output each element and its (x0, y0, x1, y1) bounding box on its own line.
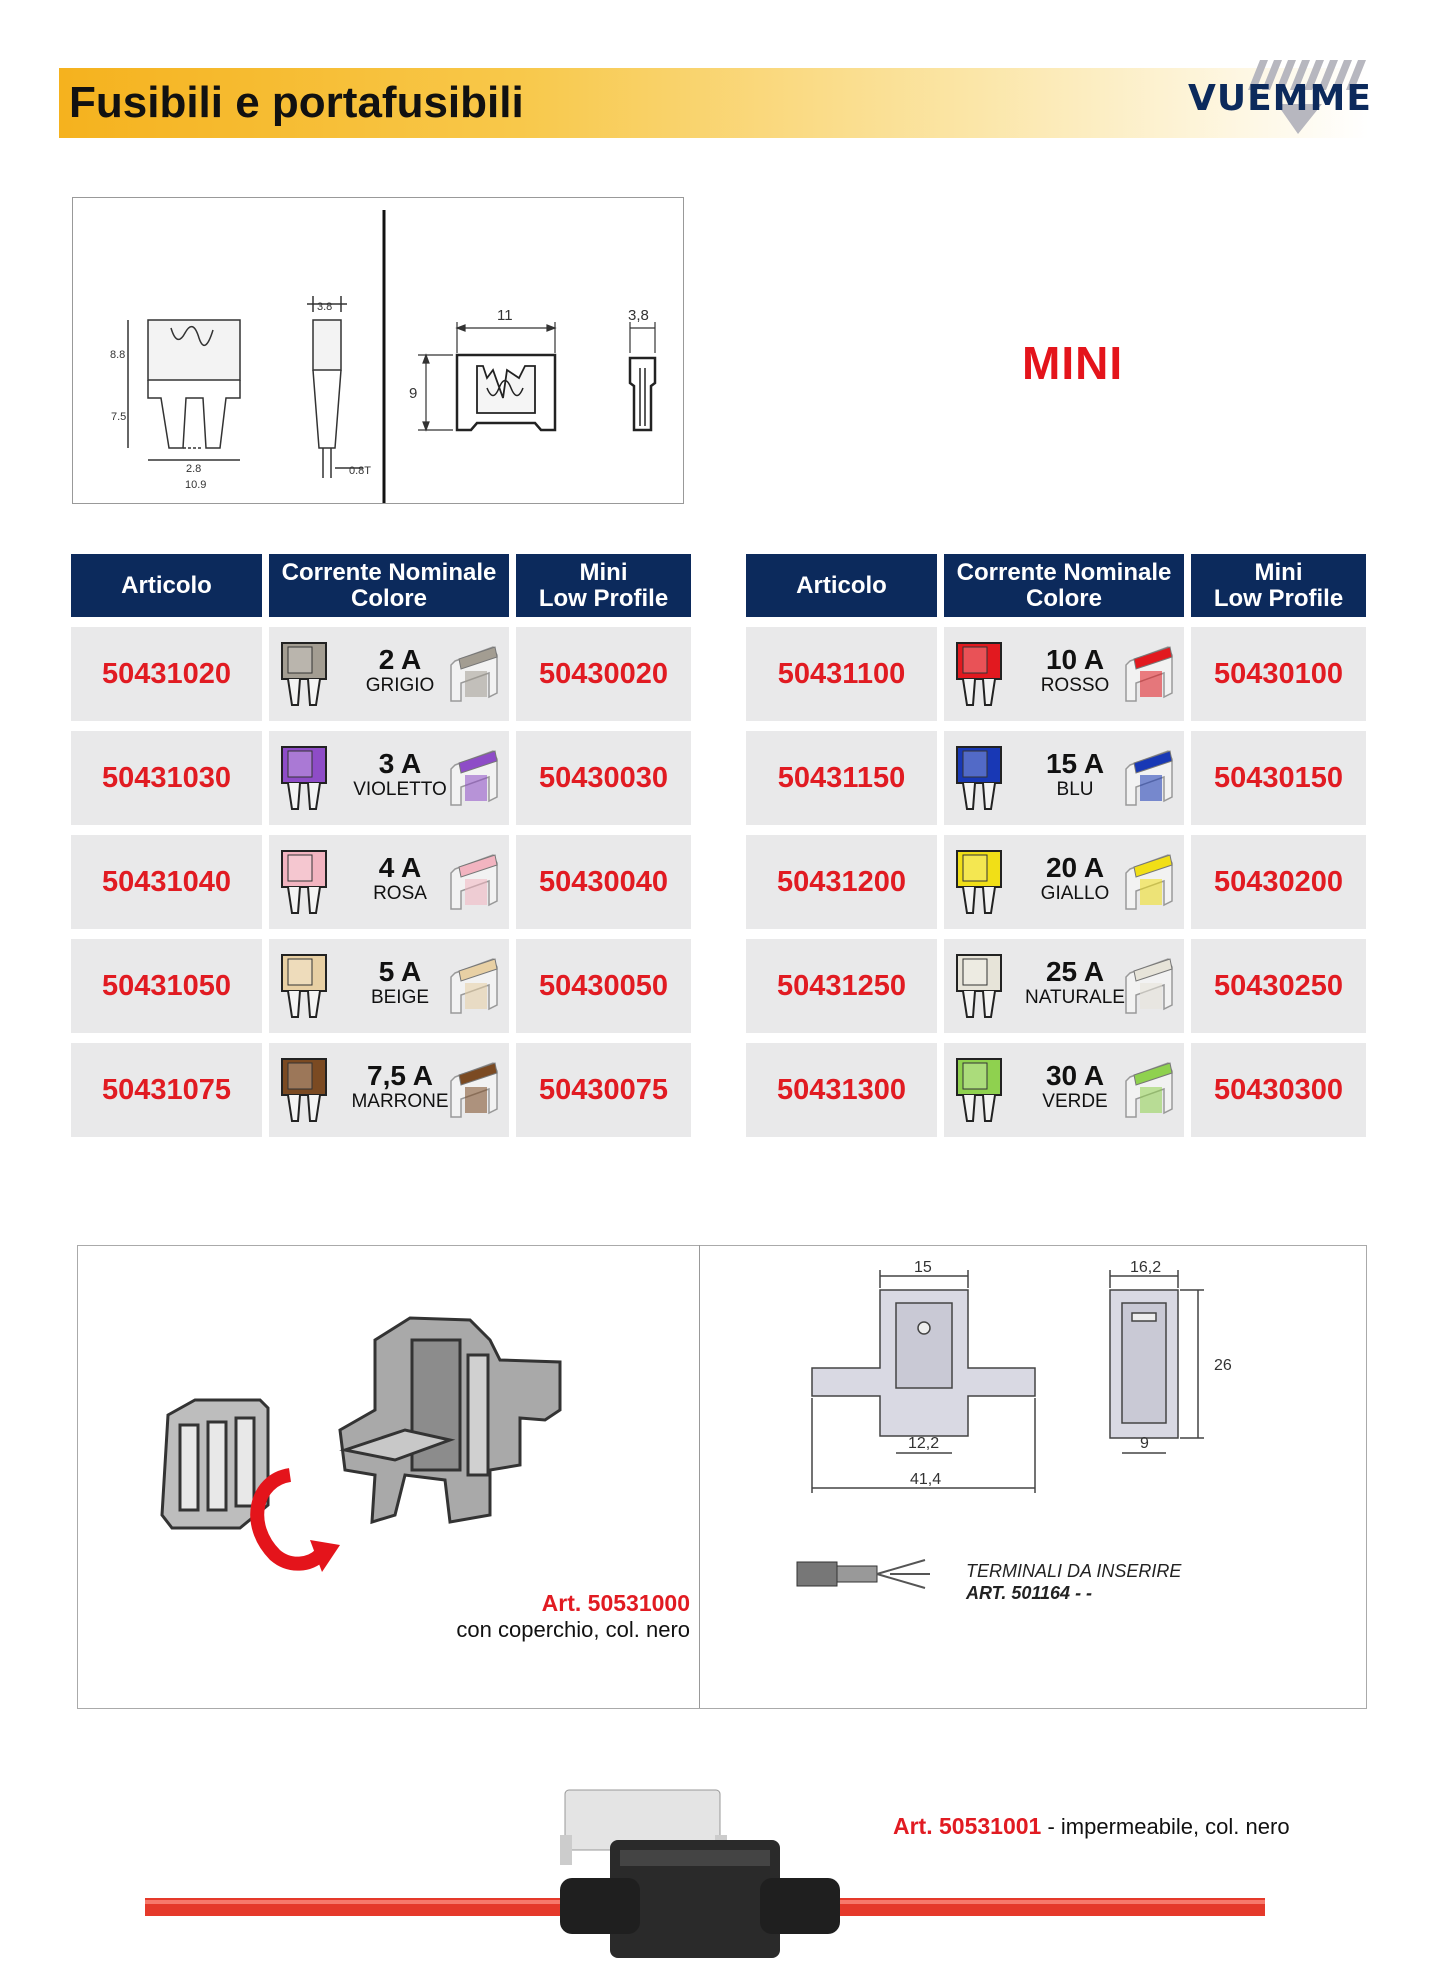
terminal-line2: ART. 501164 - - (966, 1583, 1093, 1603)
cell-corrente-colore (944, 835, 1184, 929)
holder-caption (430, 1590, 690, 1643)
cell-corrente-colore (269, 939, 509, 1033)
low-profile-code: 50430050 (538, 969, 669, 1002)
dim-label: 41,4 (910, 1471, 942, 1488)
holder-dimension-drawing (800, 1248, 1240, 1508)
low-profile-code: 50430100 (1213, 657, 1344, 690)
cell-articolo (71, 939, 262, 1033)
terminal-line1: TERMINALI DA INSERIRE (966, 1561, 1182, 1581)
color-name: ROSSO (1040, 675, 1110, 696)
header-corrente-line1: Corrente Nominale (281, 558, 497, 586)
dim-label: 10.9 (185, 479, 207, 491)
cell-articolo (746, 1043, 937, 1137)
low-profile-code: 50430040 (538, 865, 669, 898)
mini-fuse-icon (953, 743, 1005, 815)
color-name: GIALLO (1040, 883, 1110, 904)
low-profile-code: 50430150 (1213, 761, 1344, 794)
color-name: ROSA (373, 883, 427, 904)
cell-corrente-colore (944, 627, 1184, 721)
articolo-code: 50431030 (101, 761, 232, 794)
inline-art-desc: - impermeabile, col. nero (1041, 1814, 1290, 1839)
cell-articolo (746, 939, 937, 1033)
dim-label: 9 (1140, 1435, 1149, 1452)
articolo-code: 50431075 (101, 1073, 232, 1106)
header-mini-low-profile (1191, 554, 1366, 617)
cell-low-profile (516, 1043, 691, 1137)
ampere-value: 4 A (378, 852, 422, 883)
articolo-code: 50431050 (101, 969, 232, 1002)
mini-fuse-icon (953, 847, 1005, 919)
dim-label: 12,2 (908, 1435, 940, 1452)
rating-label (345, 853, 455, 905)
dim-label: 0.8T (349, 465, 372, 477)
mini-fuse-icon (278, 1055, 330, 1127)
terminal-illustration (795, 1552, 935, 1596)
rating-label (345, 957, 455, 1009)
ampere-value: 15 A (1045, 748, 1105, 779)
articolo-code: 50431100 (777, 657, 906, 690)
cell-corrente-colore (269, 1043, 509, 1137)
cell-articolo (746, 835, 937, 929)
header-corrente-line1: Corrente Nominale (956, 558, 1172, 586)
mini-fuse-icon (953, 639, 1005, 711)
low-profile-code: 50430250 (1213, 969, 1344, 1002)
ampere-value: 25 A (1045, 956, 1105, 987)
holder-art-desc: con coperchio, col. nero (456, 1617, 690, 1642)
cell-low-profile (1191, 1043, 1366, 1137)
header-mini-line1: Mini (579, 558, 628, 586)
low-profile-code: 50430075 (538, 1073, 669, 1106)
low-profile-code: 50430200 (1213, 865, 1344, 898)
color-name: MARRONE (351, 1091, 449, 1112)
cell-corrente-colore (944, 1043, 1184, 1137)
color-name: VERDE (1042, 1091, 1108, 1112)
cell-articolo (746, 731, 937, 825)
inline-holder-caption (893, 1813, 1290, 1840)
ampere-value: 5 A (378, 956, 422, 987)
color-name: BEIGE (370, 987, 430, 1008)
cell-low-profile (1191, 731, 1366, 825)
header-mini-line1: Mini (1254, 558, 1303, 586)
cell-articolo (71, 627, 262, 721)
color-name: NATURALE (1025, 987, 1125, 1008)
rating-label (1020, 957, 1130, 1009)
vuemme-logo (1182, 56, 1370, 136)
ampere-value: 30 A (1045, 1060, 1105, 1091)
brand-name: VUEMME (1188, 78, 1372, 119)
articolo-code: 50431040 (101, 865, 232, 898)
cell-articolo (746, 627, 937, 721)
cell-low-profile (516, 835, 691, 929)
low-profile-code: 50430030 (538, 761, 669, 794)
rating-label (1020, 749, 1130, 801)
cell-articolo (71, 835, 262, 929)
rating-label (345, 1061, 455, 1113)
mini-fuse-icon (278, 743, 330, 815)
cell-corrente-colore (944, 939, 1184, 1033)
dim-label: 9 (409, 385, 418, 402)
panel-divider (699, 1245, 700, 1708)
rating-label (345, 749, 455, 801)
dim-label: 2.8 (186, 463, 202, 475)
mini-fuse-icon (278, 639, 330, 711)
dim-label: 3,8 (628, 307, 649, 324)
dim-label: 11 (497, 307, 513, 324)
ampere-value: 3 A (378, 748, 422, 779)
cell-low-profile (1191, 835, 1366, 929)
header-articolo (71, 554, 262, 617)
inline-art-code: Art. 50531001 (893, 1813, 1042, 1839)
cell-low-profile (1191, 627, 1366, 721)
color-name: VIOLETTO (353, 779, 447, 800)
mini-fuse-icon (953, 951, 1005, 1023)
articolo-code: 50431250 (776, 969, 907, 1002)
cell-corrente-colore (269, 731, 509, 825)
rating-label (1020, 1061, 1130, 1113)
cell-low-profile (516, 627, 691, 721)
cell-low-profile (516, 939, 691, 1033)
ampere-value: 2 A (378, 644, 422, 675)
articolo-code: 50431300 (776, 1073, 907, 1106)
cell-corrente-colore (944, 731, 1184, 825)
fuse-holder-illustration (150, 1300, 570, 1600)
terminal-caption (966, 1560, 1181, 1604)
header-corrente (269, 554, 509, 617)
ampere-value: 10 A (1045, 644, 1105, 675)
header-corrente-line2: Colore (1025, 584, 1102, 612)
articolo-code: 50431150 (777, 761, 906, 794)
header-articolo (746, 554, 937, 617)
articolo-code: 50431200 (776, 865, 907, 898)
cell-articolo (71, 1043, 262, 1137)
rating-label (345, 645, 455, 697)
mini-fuse-icon (278, 951, 330, 1023)
cell-low-profile (1191, 939, 1366, 1033)
color-name: BLU (1056, 779, 1094, 800)
cell-low-profile (516, 731, 691, 825)
color-name: GRIGIO (365, 675, 435, 696)
dim-label: 8.8 (110, 349, 126, 361)
header-mini-line2: Low Profile (1213, 584, 1344, 612)
low-profile-code: 50430020 (538, 657, 669, 690)
header-mini-line2: Low Profile (538, 584, 669, 612)
dim-label: 7.5 (111, 411, 127, 423)
fuse-technical-drawing (72, 197, 684, 504)
dim-label: 16,2 (1130, 1259, 1162, 1276)
inline-fuse-holder-illustration (140, 1780, 1270, 1958)
cell-corrente-colore (269, 627, 509, 721)
articolo-code: 50431020 (101, 657, 232, 690)
dim-label: 3.8 (317, 301, 333, 313)
dim-label: 26 (1214, 1357, 1232, 1374)
rating-label (1020, 853, 1130, 905)
page-title: Fusibili e portafusibili (69, 78, 524, 127)
mini-fuse-icon (278, 847, 330, 919)
header-mini-low-profile (516, 554, 691, 617)
mini-fuse-icon (953, 1055, 1005, 1127)
header-articolo-label: Articolo (796, 571, 887, 599)
rating-label (1020, 645, 1130, 697)
header-articolo-label: Articolo (121, 571, 212, 599)
low-profile-code: 50430300 (1213, 1073, 1344, 1106)
cell-articolo (71, 731, 262, 825)
ampere-value: 7,5 A (367, 1060, 433, 1091)
cell-corrente-colore (269, 835, 509, 929)
ampere-value: 20 A (1045, 852, 1105, 883)
dim-label: 15 (914, 1259, 932, 1276)
header-corrente (944, 554, 1184, 617)
section-label-mini: MINI (1022, 337, 1124, 389)
holder-art-code: Art. 50531000 (541, 1590, 690, 1616)
header-corrente-line2: Colore (350, 584, 427, 612)
